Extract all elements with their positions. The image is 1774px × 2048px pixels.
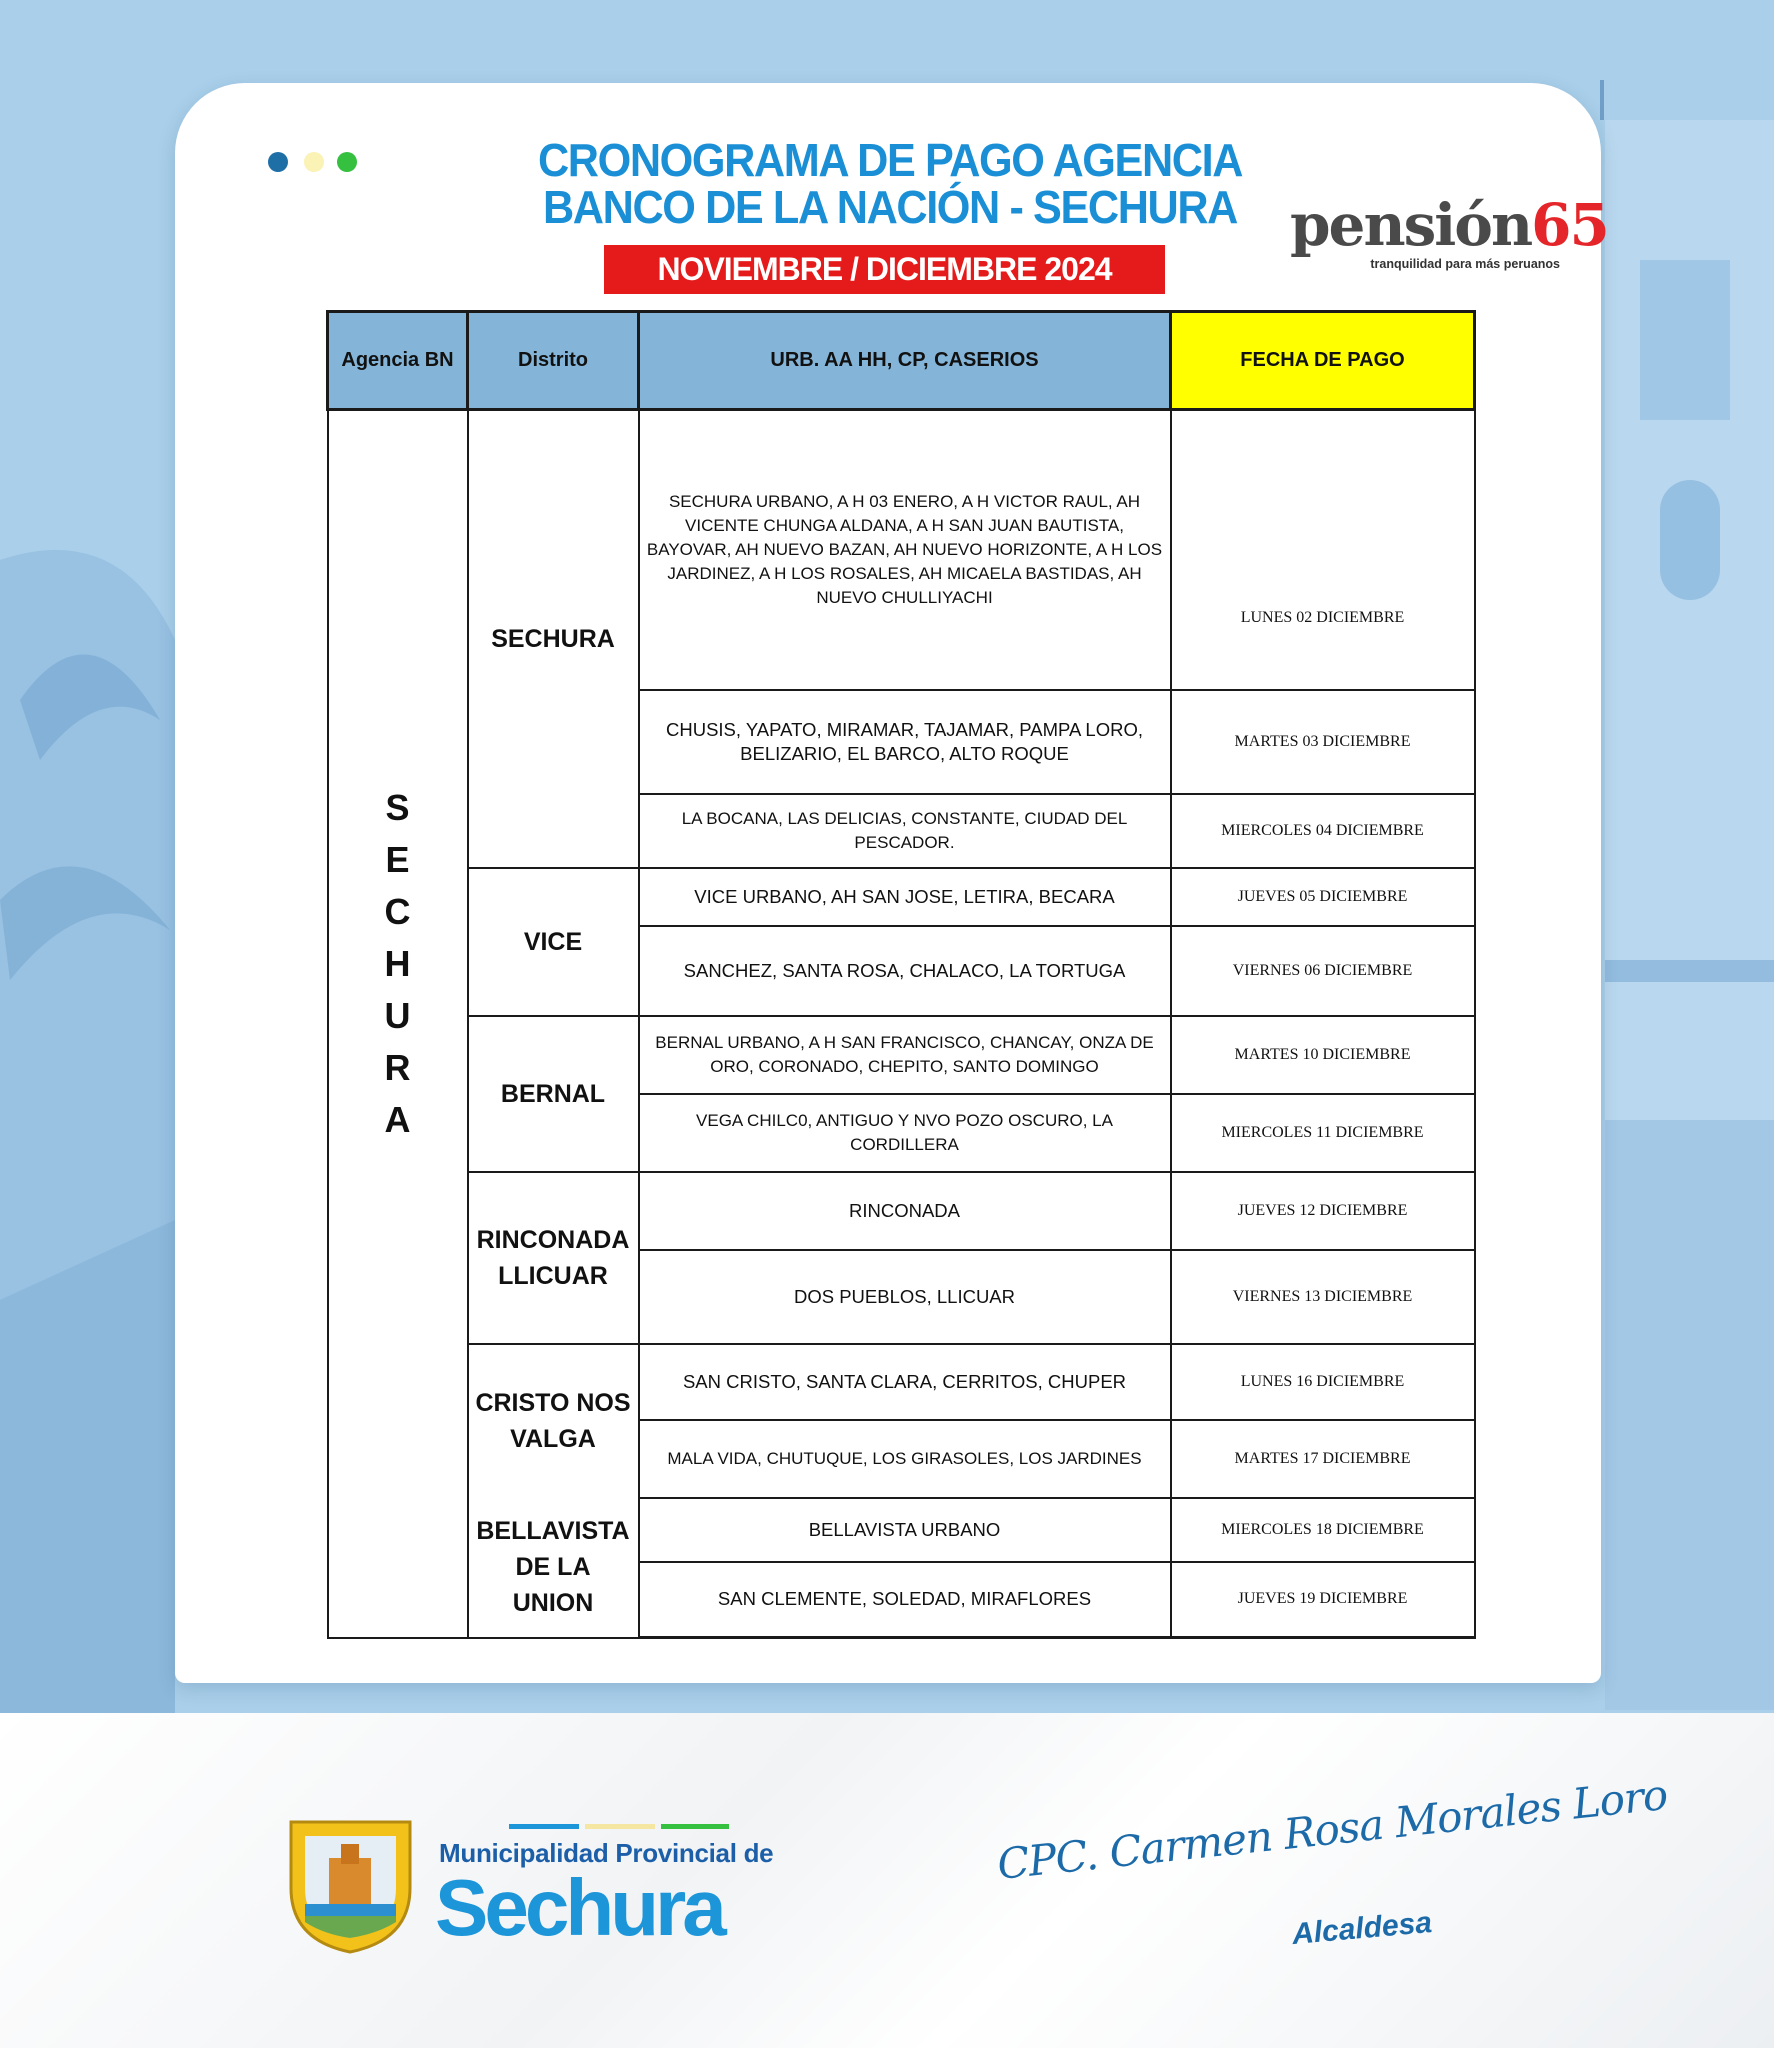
page-title-line2: BANCO DE LA NACIÓN - SECHURA xyxy=(542,181,1237,233)
pension65-tagline: tranquilidad para más peruanos xyxy=(1370,257,1560,271)
date-cell: MIERCOLES 04 DICIEMBRE xyxy=(1171,794,1475,868)
district-cell: SECHURA xyxy=(468,410,639,868)
window-dot-yellow xyxy=(304,152,324,172)
places-cell: CHUSIS, YAPATO, MIRAMAR, TAJAMAR, PAMPA LORO, BELIZARIO, EL BARCO, ALTO ROQUE xyxy=(639,690,1171,794)
agency-letter: C xyxy=(384,890,411,932)
pension65-word: pensión xyxy=(1290,191,1532,259)
agency-letter: E xyxy=(385,838,410,880)
places-cell: RINCONADA xyxy=(639,1172,1171,1250)
date-cell: MARTES 03 DICIEMBRE xyxy=(1171,690,1475,794)
color-line xyxy=(509,1824,579,1829)
agency-letter: U xyxy=(384,994,411,1036)
places-cell: SAN CRISTO, SANTA CLARA, CERRITOS, CHUPER xyxy=(639,1344,1171,1420)
header-places: URB. AA HH, CP, CASERIOS xyxy=(639,312,1171,410)
date-cell: MARTES 17 DICIEMBRE xyxy=(1171,1420,1475,1498)
municipality-color-lines xyxy=(509,1824,729,1829)
places-cell: LA BOCANA, LAS DELICIAS, CONSTANTE, CIUDAD DEL PESCADOR. xyxy=(639,794,1171,868)
table-row xyxy=(328,1016,1475,1094)
agency-vertical-label xyxy=(329,782,467,1146)
agency-letter: R xyxy=(384,1046,411,1088)
date-cell: LUNES 02 DICIEMBRE xyxy=(1171,410,1475,690)
payment-schedule-table xyxy=(326,310,1476,1639)
period-banner: NOVIEMBRE / DICIEMBRE 2024 xyxy=(604,245,1165,294)
municipality-subtitle: Municipalidad Provincial de xyxy=(439,1838,774,1868)
municipality-name: Sechura xyxy=(435,1863,723,1952)
window-dot-blue xyxy=(268,152,288,172)
district-cell: VICE xyxy=(468,868,639,1016)
table-row xyxy=(328,410,1475,690)
places-cell: BELLAVISTA URBANO xyxy=(639,1498,1171,1562)
date-cell: MIERCOLES 11 DICIEMBRE xyxy=(1171,1094,1475,1172)
page-title-line1: CRONOGRAMA DE PAGO AGENCIA xyxy=(537,134,1243,186)
header-district: Distrito xyxy=(468,312,639,410)
places-cell: SANCHEZ, SANTA ROSA, CHALACO, LA TORTUGA xyxy=(639,926,1171,1016)
places-cell: VEGA CHILC0, ANTIGUO Y NVO POZO OSCURO, LA CORDILLERA xyxy=(639,1094,1171,1172)
district-cell: BERNAL xyxy=(468,1016,639,1172)
header-agency: Agencia BN xyxy=(328,312,468,410)
date-cell: VIERNES 06 DICIEMBRE xyxy=(1171,926,1475,1016)
table-row xyxy=(328,868,1475,926)
mayor-title: Alcaldesa xyxy=(1290,1905,1434,1952)
district-cell: CRISTO NOS VALGA xyxy=(468,1344,639,1498)
table-row xyxy=(328,1344,1475,1420)
table-header-row xyxy=(328,312,1475,410)
pension65-wordmark xyxy=(1290,193,1608,257)
agency-letter: A xyxy=(384,1098,411,1140)
date-cell: JUEVES 05 DICIEMBRE xyxy=(1171,868,1475,926)
mayor-name: CPC. Carmen Rosa Morales Loro xyxy=(994,1769,1670,1889)
date-cell: MARTES 10 DICIEMBRE xyxy=(1171,1016,1475,1094)
pension65-number: 65 xyxy=(1531,191,1608,259)
places-cell: MALA VIDA, CHUTUQUE, LOS GIRASOLES, LOS JARDINES xyxy=(639,1420,1171,1498)
pension65-logo xyxy=(1290,191,1608,273)
window-dot-green xyxy=(337,152,357,172)
district-cell: RINCONADA LLICUAR xyxy=(468,1172,639,1344)
date-cell: MIERCOLES 18 DICIEMBRE xyxy=(1171,1498,1475,1562)
table-row xyxy=(328,1498,1475,1562)
agency-cell xyxy=(328,410,468,1638)
date-cell: JUEVES 12 DICIEMBRE xyxy=(1171,1172,1475,1250)
places-cell: SAN CLEMENTE, SOLEDAD, MIRAFLORES xyxy=(639,1562,1171,1638)
header-date: FECHA DE PAGO xyxy=(1171,312,1475,410)
date-cell: JUEVES 19 DICIEMBRE xyxy=(1171,1562,1475,1638)
agency-letter: S xyxy=(385,786,410,828)
date-cell: VIERNES 13 DICIEMBRE xyxy=(1171,1250,1475,1344)
table-row xyxy=(328,1172,1475,1250)
date-cell: LUNES 16 DICIEMBRE xyxy=(1171,1344,1475,1420)
places-cell: DOS PUEBLOS, LLICUAR xyxy=(639,1250,1171,1344)
municipality-logo xyxy=(287,1816,774,1956)
places-cell: SECHURA URBANO, A H 03 ENERO, A H VICTOR RAUL, AH VICENTE CHUNGA ALDANA, A H SAN JUAN BAUTISTA, BAYOVAR, AH NUEVO BAZAN, AH NUEVO HORIZONTE, A H LOS JARDINEZ, A H LOS ROSALES, AH MICAELA BASTIDAS, AH NUEVO CHULLIYACHI xyxy=(639,410,1171,690)
places-cell: BERNAL URBANO, A H SAN FRANCISCO, CHANCAY, ONZA DE ORO, CORONADO, CHEPITO, SANTO DOMINGO xyxy=(639,1016,1171,1094)
color-line xyxy=(661,1824,729,1829)
mayor-signature xyxy=(994,1769,1670,1960)
color-line xyxy=(585,1824,655,1829)
municipality-shield-icon xyxy=(287,1818,414,1954)
district-cell: BELLAVISTA DE LA UNION xyxy=(468,1498,639,1638)
places-cell: VICE URBANO, AH SAN JOSE, LETIRA, BECARA xyxy=(639,868,1171,926)
agency-letter: H xyxy=(384,942,411,984)
